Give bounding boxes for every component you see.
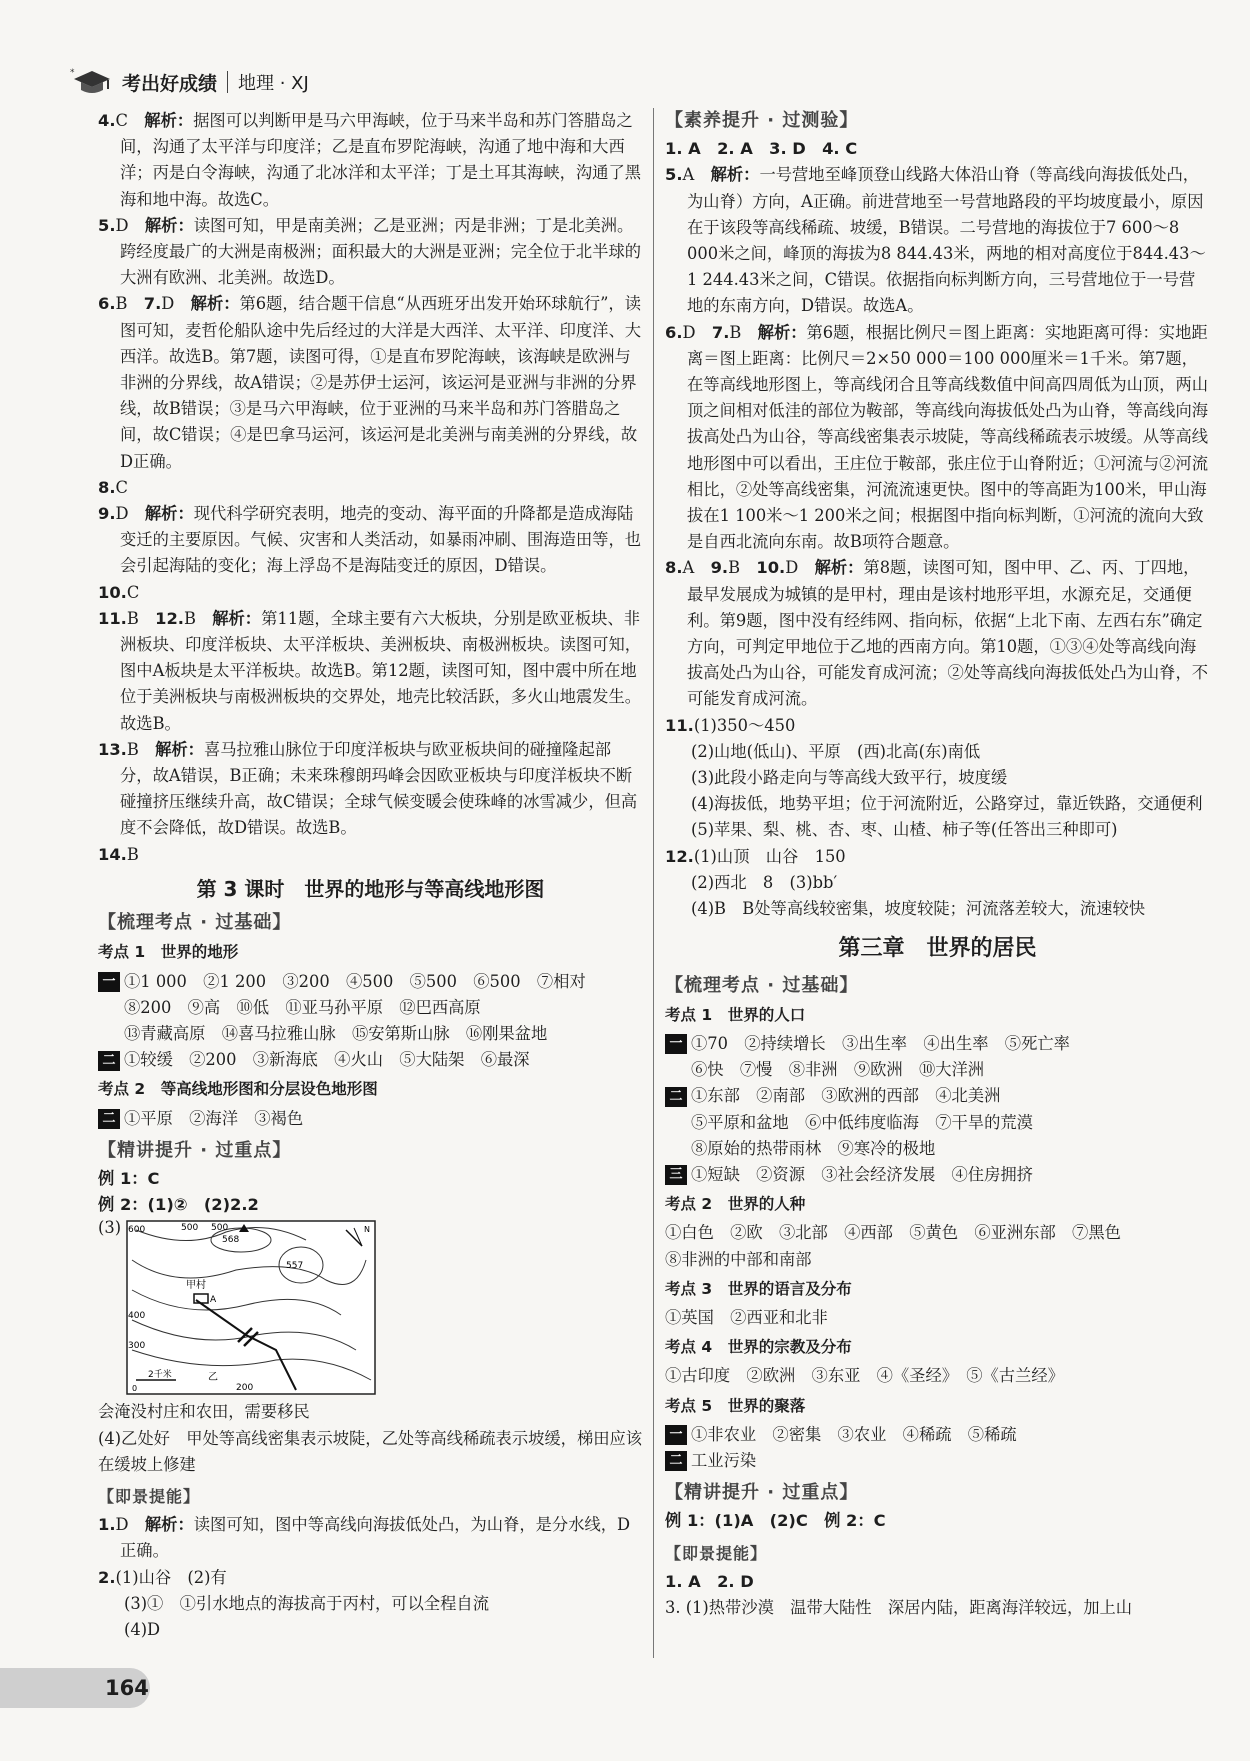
map-label-b: 乙 (208, 1372, 218, 1384)
answers-1-4: 1. A 2. A 3. D 4. C (665, 139, 858, 159)
answer-5: 5.D 解析：读图可知，甲是南美洲；乙是亚洲；丙是非洲；丁是北美洲。跨经度最广的大洲是南极洲；面积最大的大洲是亚洲；完全位于北半球的大洲有欧洲、北美洲。故选D。 (98, 215, 642, 288)
kaodian-5: 考点 5 世界的聚落 (665, 1396, 806, 1415)
kaodian-1: 考点 1 世界的人口 (665, 1005, 806, 1024)
example-3-part-4: (4)乙处好 甲处等高线密集表示坡陡，乙处等高线稀疏表示坡缓，梯田应该在缓坡上修建 (98, 1428, 643, 1474)
example-2: 例 2：(1)② (2)2.2 (98, 1195, 259, 1215)
lesson-title: 第 3 课时 世界的地形与等高线地形图 (196, 876, 545, 901)
page-number: 164 (105, 1676, 149, 1700)
section-heading: 【即景提能】 (98, 1486, 201, 1506)
practice-1-2: 1. A 2. D (665, 1571, 754, 1591)
chapter-title: 第三章 世界的居民 (838, 936, 1037, 962)
answer-14: 14.B (98, 844, 139, 864)
map-north-label: N (364, 1225, 370, 1235)
kaodian-1-line-2: ⑧200 ⑨高 ⑩低 ⑪亚马孙平原 ⑫巴西高原 (124, 997, 481, 1017)
practice-3: 3. (1)热带沙漠 温带大陆性 深居内陆，距离海洋较远，加上山 (665, 1597, 1133, 1617)
section-heading: 【精讲提升 · 过重点】 (665, 1482, 859, 1504)
kaodian-2-line-2: ⑧非洲的中部和南部 (665, 1249, 812, 1269)
examples: 例 1：(1)A (2)C 例 2：C (665, 1511, 886, 1531)
practice-2-line-2: (3)① ①引水地点的海拔高于丙村，可以全程自流 (124, 1593, 489, 1613)
kaodian-1-part-2: 二 ①较缓 ②200 ③新海底 ④火山 ⑤大陆架 ⑥最深 (98, 1047, 643, 1073)
answer-12-3: (4)B B处等高线较密集，坡度较陡；河流落差较大，流速较快 (691, 899, 1146, 919)
kaodian-1-part-1: 一 ①70 ②持续增长 ③出生率 ④出生率 ⑤死亡率 (665, 1031, 1210, 1057)
answer-11-4: (4)海拔低，地势平坦；位于河流附近，公路穿过，靠近铁路，交通便利 (691, 794, 1203, 814)
answer-12-2: (2)西北 8 (3)bb′ (691, 872, 838, 892)
kaodian-5-part-2: 二 工业污染 (665, 1448, 1210, 1474)
answer-6-7: 6.D 7.B 解析：第6题，根据比例尺＝图上距离：实地距离可得：实地距离＝图上距离：比例尺＝2×50 000＝100 000厘米＝1千米。第7题，在等高线地形图上，等高线闭合且等高线数值中间高四周低为山顶，两山顶之间相对低洼的部位为鞍部，等高线向海拔低处凸为山脊，等高线向海拔高处凸为山谷，等高线密集表示坡陡，等高线稀疏表示坡缓。从等高线地形图中可以看出，王庄位于鞍部，张庄位于山脊附近；①河流与②河流相比，②处等高线密集，河流流速更快。图中的等高距为100米，甲山海拔在1 100米～1 200米之间；根据图中指向标判断，①河流的流向大致是自西北流向东南。故B项符合题意。 (665, 322, 1209, 552)
map-label-300: 300 (128, 1341, 146, 1352)
kaodian-4-line-1: ①古印度 ②欧洲 ③东亚 ④《圣经》 ⑤《古兰经》 (665, 1366, 1064, 1386)
kaodian-3: 考点 3 世界的语言及分布 (665, 1279, 852, 1298)
answer-11-2: (2)山地(低山)、平原 (西)北高(东)南低 (691, 741, 981, 761)
kaodian-1-line-4: ⑤平原和盆地 ⑥中低纬度临海 ⑦干旱的荒漠 (691, 1112, 1033, 1132)
practice-2-line-3: (4)D (124, 1619, 161, 1639)
kaodian-1-line-2: ⑥快 ⑦慢 ⑧非洲 ⑨欧洲 ⑩大洋洲 (691, 1060, 985, 1080)
map-label-200: 200 (236, 1383, 254, 1394)
map-label-400: 400 (128, 1311, 146, 1322)
section-heading: 【梳理考点 · 过基础】 (665, 974, 859, 996)
answer-11: 11.(1)350～450 (665, 715, 796, 735)
kaodian-2: 考点 2 等高线地形图和分层设色地形图 (98, 1080, 378, 1099)
svg-text:*: * (70, 68, 75, 78)
answer-5: 5.A 解析：一号营地至峰顶登山线路大体沿山脊（等高线向海拔低处凸，为山脊）方向，A正确。前进营地至一号营地路段的平均坡度最小，原因在于该段等高线稀疏、坡缓，B错误。二号营地的海拔位于7 600～8 000米之间，峰顶的海拔为8 844.43米，两地的相对高度位于844.43～1 244.43米之间，C错误。依据指向标判断方向，三号营地位于一号营地的东南方向，D错误。故选A。 (665, 165, 1206, 316)
kaodian-1-part-1: 一 ①1 000 ②1 200 ③200 ④500 ⑤500 ⑥500 ⑦相对 (98, 969, 643, 995)
kaodian-1-part-2: 二 ①东部 ②南部 ③欧洲的西部 ④北美洲 (665, 1083, 1210, 1109)
column-divider (653, 108, 654, 1658)
page-header (70, 62, 309, 102)
map-scale-label: 2千米 (148, 1370, 172, 1381)
answer-13: 13.B 解析：喜马拉雅山脉位于印度洋板块与欧亚板块间的碰撞隆起部分，故A错误，B正确；未来珠穆朗玛峰会因欧亚板块与印度洋板块不断碰撞挤压继续升高，故C错误；全球气候变暖会使珠峰的冰雪减少，但高度不会降低，故D错误。故选B。 (98, 739, 638, 838)
map-label-600: 600 (128, 1225, 146, 1236)
practice-2: 2.(1)山谷 (2)有 (98, 1567, 227, 1587)
kaodian-1-line-5: ⑧原始的热带雨林 ⑨寒冷的极地 (691, 1138, 936, 1158)
map-label-village: 甲村 (186, 1280, 206, 1292)
map-label-557: 557 (286, 1261, 304, 1272)
kaodian-1: 考点 1 世界的地形 (98, 943, 239, 962)
map-label-500b: 500 (211, 1223, 229, 1234)
answer-8: 8.C (98, 477, 128, 497)
left-column: 4.C 解析：据图可以判断甲是马六甲海峡，位于马来半岛和苏门答腊岛之间，沟通了太平洋与印度洋；乙是直布罗陀海峡，沟通了地中海和大西洋；丙是白令海峡，沟通了北冰洋和太平洋；丁是土耳其海峡，沟通了黑海和地中海。故选C。 5.D 解析：读图可知，甲是南美洲；乙是亚洲；丙是非洲；丁是北美洲。跨经度最广的大洲是南极洲；面积最大的大洲是亚洲；完全位于北半球的大洲有欧洲、北美洲。故选D。 6.B 7.D 解析：第6题，结合题干信息“从西班牙出发开始环球航行”，读图可知，麦哲伦船队途中先后经过的大洋是大西洋、太平洋、印度洋、大西洋。故选B。第7题，读图可得，①是直布罗陀海峡，该海峡是欧洲与非洲的分界线，故A错误；②是苏伊士运河，该运河是亚洲与非洲的分界线，故B错误；③是马六甲海峡，位于亚洲的马来半岛和苏门答腊岛之间，故C错误；④是巴拿马运河，该运河是北美洲与南美洲的分界线，故D正确。 8.C 9.D 解析：现代科学研究表明，地壳的变动、海平面的升降都是造成海陆变迁的主要原因。气候、灾害和人类活动，如暴雨冲刷、围海造田等，也会引起海陆的变化；海上浮岛不是海陆变迁的原因，D错误。 10.C 11.B 12.B 解析：第11题，全球主要有六大板块，分别是欧亚板块、非洲板块、印度洋板块、太平洋板块、美洲板块、南极洲板块。读图可知，图中A板块是太平洋板块。故选B。第12题，读图可知，图中震中所在地位于美洲板块与南极洲板块的交界处，地壳比较活跃，多火山地震发生。故选B。 13.B 解析：喜马拉雅山脉位于印度洋板块与欧亚板块间的碰撞隆起部分，故A错误，B正确；未来珠穆朗玛峰会因欧亚板块与印度洋板块不断碰撞挤压继续升高，故C错误；全球气候变暖会使珠峰的冰雪减少，但高度不会降低，故D错误。故选B。 14.B 第 3 课时 世界的地形与等高线地形图 【梳理考点 · 过基础】 考点 1 世界的地形 一 ①1 000 ②1 200 ③200 ④500 ⑤500 ⑥500 ⑦相对 ⑧200 ⑨高 ⑩低 ⑪亚马孙平原 ⑫巴西高原 ⑬青藏高原 ⑭喜马拉雅山脉 ⑮安第斯山脉 ⑯刚果盆地 二 ①较缓 ②200 ③新海底 ④火山 ⑤大陆架 ⑥最深 考点 2 等高线地形图和分层设色地形图 二 ①平原 ②海洋 ③褐色 【精讲提升 · 过重点】 例 1：C 例 2：(1)② (2)2.2 (3) 600 500 500 568 557 甲村 A 400 300 200 乙 2千米 0 N 会淹没村庄和农田，需要移民 (4)乙处好 甲处等高线密集表示坡陡，乙处等高线稀疏表示坡缓，梯田应该在缓坡上修建 【即景提能】 1.D 解析：读图可知，图中等高线向海拔低处凸，为山脊，是分水线，D正确。 2.(1)山谷 (2)有 (3)① ①引水地点的海拔高于丙村，可以全程自流 (4)D (98, 108, 643, 1643)
map-label-a: A (210, 1295, 217, 1306)
answer-11-12: 11.B 12.B 解析：第11题，全球主要有六大板块，分别是欧亚板块、非洲板块、印度洋板块、太平洋板块、美洲板块、南极洲板块。读图可知，图中A板块是太平洋板块。故选B。第12题，读图可知，图中震中所在地位于美洲板块与南极洲板块的交界处，地壳比较活跃，多火山地震发生。故选B。 (98, 608, 642, 733)
kaodian-2: 考点 2 世界的人种 (665, 1195, 806, 1214)
answer-9: 9.D 解析：现代科学研究表明，地壳的变动、海平面的升降都是造成海陆变迁的主要原因。气候、灾害和人类活动，如暴雨冲刷、围海造田等，也会引起海陆的变化；海上浮岛不是海陆变迁的原因，D错误。 (98, 504, 642, 576)
answer-12: 12.(1)山顶 山谷 150 (665, 846, 846, 866)
answer-6-7: 6.B 7.D 解析：第6题，结合题干信息“从西班牙出发开始环球航行”，读图可知，麦哲伦船队途中先后经过的大洋是大西洋、太平洋、印度洋、大西洋。故选B。第7题，读图可得，①是直布罗陀海峡，该海峡是欧洲与非洲的分界线，故A错误；②是苏伊士运河，该运河是亚洲与非洲的分界线，故B错误；③是马六甲海峡，位于亚洲的马来半岛和苏门答腊岛之间，故C错误；④是巴拿马运河，该运河是北美洲与南美洲的分界线，故D正确。 (98, 294, 642, 471)
kaodian-1-line-3: ⑬青藏高原 ⑭喜马拉雅山脉 ⑮安第斯山脉 ⑯刚果盆地 (124, 1023, 548, 1043)
practice-1: 1.D 解析：读图可知，图中等高线向海拔低处凸，为山脊，是分水线，D正确。 (98, 1515, 631, 1561)
answer-4: 4.C 解析：据图可以判断甲是马六甲海峡，位于马来半岛和苏门答腊岛之间，沟通了太平洋与印度洋；乙是直布罗陀海峡，沟通了地中海和大西洋；丙是白令海峡，沟通了北冰洋和太平洋；丁是土耳其海峡，沟通了黑海和地中海。故选C。 (98, 111, 642, 209)
example-1: 例 1：C (98, 1168, 160, 1188)
header-divider (227, 71, 228, 93)
kaodian-4: 考点 4 世界的宗教及分布 (665, 1338, 852, 1357)
kaodian-2-line-1: ①白色 ②欧 ③北部 ④西部 ⑤黄色 ⑥亚洲东部 ⑦黑色 (665, 1223, 1121, 1243)
map-scale-zero: 0 (132, 1384, 138, 1394)
kaodian-5-part-1: 一 ①非农业 ②密集 ③农业 ④稀疏 ⑤稀疏 (665, 1422, 1210, 1448)
kaodian-2-part: 二 ①平原 ②海洋 ③褐色 (98, 1106, 643, 1132)
brand-title: 考出好成绩 (122, 72, 218, 95)
answer-11-3: (3)此段小路走向与等高线大致平行，坡度缓 (691, 768, 1008, 788)
section-heading: 【素养提升 · 过测验】 (665, 110, 859, 131)
kaodian-1-part-3: 三 ①短缺 ②资源 ③社会经济发展 ④住房拥挤 (665, 1162, 1210, 1188)
example-3-text: 会淹没村庄和农田，需要移民 (98, 1402, 310, 1422)
section-heading: 【即景提能】 (665, 1543, 768, 1563)
right-column (665, 108, 1210, 1621)
answer-10: 10.C (98, 582, 140, 602)
section-heading: 【精讲提升 · 过重点】 (98, 1139, 292, 1161)
graduation-cap-icon (70, 67, 112, 97)
map-label-peak: 568 (222, 1235, 240, 1246)
subject-label: 地理 · XJ (238, 73, 309, 94)
answer-11-5: (5)苹果、梨、桃、杏、枣、山楂、柿子等(任答出三种即可) (691, 820, 1118, 840)
kaodian-3-line-1: ①英国 ②西亚和北非 (665, 1307, 828, 1327)
contour-map (126, 1220, 376, 1395)
answer-8-10: 8.A 9.B 10.D 解析：第8题，读图可知，图中甲、乙、丙、丁四地，最早发展成为城镇的是甲村，理由是该村地形平坦，水源充足，交通便利。第9题，图中没有经纬网、指向标，依据“上北下南、左西右东”确定方向，可判定甲地位于乙地的西南方向。第10题，①③④处等高线向海拔高处凸为山谷，可能发育成河流；②处等高线向海拔低处凸为山脊，不可能发育成河流。 (665, 558, 1209, 709)
map-label-500a: 500 (181, 1223, 199, 1234)
section-heading: 【梳理考点 · 过基础】 (98, 912, 292, 934)
